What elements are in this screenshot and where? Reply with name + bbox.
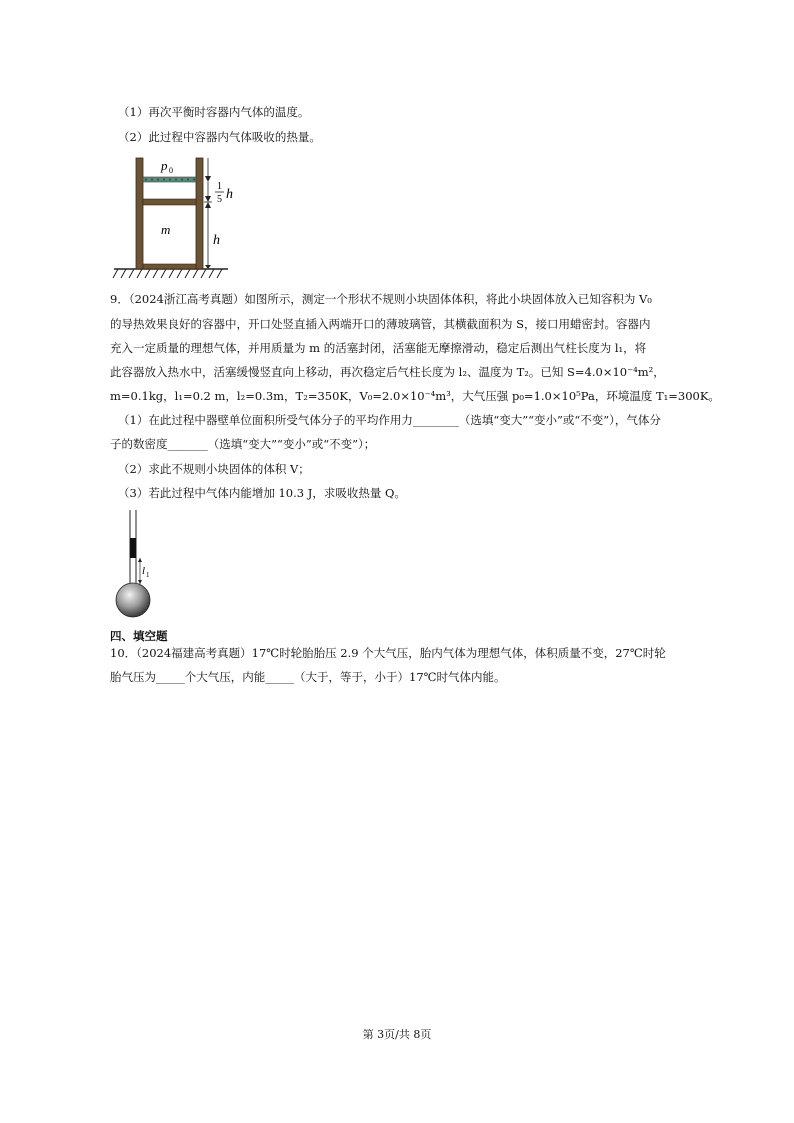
p0-subscript: 0: [169, 166, 173, 175]
problem-9-line-3: 充入一定质量的理想气体，并用质量为 m 的活塞封闭，活塞能无摩擦滑动，稳定后测出气柱长度为 l₁，将: [110, 341, 647, 355]
fraction-denominator: 5: [217, 194, 222, 205]
problem-9-question-1a: （1）在此过程中器壁单位面积所受气体分子的平均作用力________（选填“变大”“变小”或“不变”），气体分: [118, 413, 661, 427]
problem-9-question-2: （2）求此不规则小块固体的体积 V；: [118, 462, 310, 476]
page-footer: 第 3页/共 8页: [362, 1028, 432, 1041]
fraction-h-label: h: [226, 187, 233, 202]
problem-10-line-2: 胎气压为_____个大气压，内能_____（大于，等于，小于）17℃时气体内能。: [110, 670, 506, 684]
mass-label: m: [161, 222, 171, 237]
p0-label: p: [161, 158, 168, 173]
problem-9-question-1b: 子的数密度_______（选填“变大”“变小”或“不变”）；: [110, 437, 376, 451]
bulb-tube-figure: [112, 508, 162, 620]
problem-9-line-4: 此容器放入热水中，活塞缓慢竖直向上移动，再次稳定后气柱长度为 l₂、温度为 T₂。已知 S=4.0×10⁻⁴m²，: [110, 365, 665, 379]
problem-10-line-1: 10．（2024福建高考真题）17℃时轮胎胎压 2.9 个大气压，胎内气体为理想气体，体积质量不变，27℃时轮: [110, 646, 666, 660]
question-2-line: （2）此过程中容器内气体吸收的热量。: [118, 130, 321, 144]
problem-9-line-5: m=0.1kg，l₁=0.2 m，l₂=0.3m，T₂=350K，V₀=2.0×10⁻⁴m³，大气压强 p₀=1.0×10⁵Pa，环境温度 T₁=300K。: [110, 389, 720, 403]
l1-label: l: [142, 565, 146, 577]
problem-9-line-2: 的导热效果良好的容器中，开口处竖直插入两端开口的薄玻璃管，其横截面积为 S，接口用蜡密封。容器内: [110, 317, 651, 331]
problem-9-question-3: （3）若此过程中气体内能增加 10.3 J，求吸收热量 Q。: [118, 486, 406, 500]
section-4-heading: 四、填空题: [110, 629, 168, 643]
fraction-numerator: 1: [217, 181, 222, 192]
question-1-line: （1）再次平衡时容器内气体的温度。: [118, 105, 310, 119]
piston-container-figure: [112, 152, 242, 282]
l1-subscript: 1: [146, 571, 150, 579]
problem-9-line-1: 9．（2024浙江高考真题）如图所示，测定一个形状不规则小块固体体积，将此小块固体放入已知容积为 V₀: [110, 292, 652, 306]
h-label: h: [213, 233, 220, 248]
